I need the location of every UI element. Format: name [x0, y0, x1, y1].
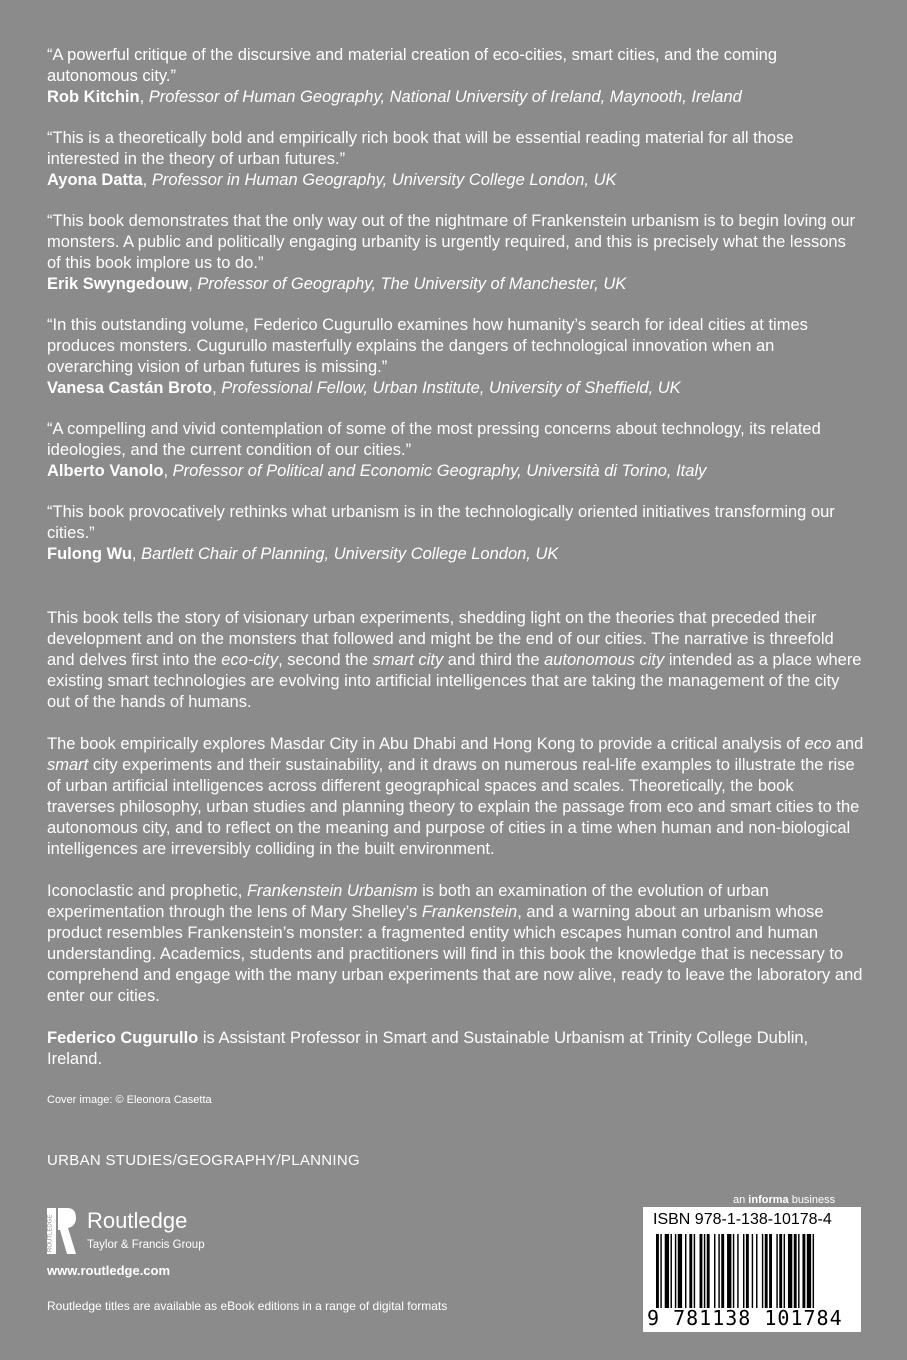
barcode-bar: [788, 1234, 792, 1308]
endorsement: “This book demonstrates that the only way out of the nightmare of Frankenstein urbanism is to begin loving our monsters. A public and politically engaging urbanity is urgently required, and this is precisely what the lessons of this book implore us to do.” Erik Swyngedouw, Professor of Geography, The University of Manchester, UK: [47, 211, 862, 295]
description-paragraph: This book tells the story of visionary urban experiments, shedding light on the theories that preceded their development and on the monsters that followed and might be the end of our cities. The narrative is threefold and delves first into the eco-city, second the smart city and third the autonomous city intended as a place where existing smart technologies are evolving into artificial intelligences that are taking the management of the city out of the hands of humans.: [47, 609, 862, 711]
svg-text:ROUTLEDGE: ROUTLEDGE: [47, 1214, 54, 1252]
barcode-bar: [718, 1234, 719, 1308]
barcode-bar: [813, 1234, 814, 1308]
informa-tagline: an informa business: [733, 1194, 836, 1206]
endorsement: “In this outstanding volume, Federico Cugurullo examines how humanity’s search for ideal cities at times produces monsters. Cugurullo masterfully explains the dangers of technological innovation when an overarching vision of urban futures is missing.” Vanesa Castán Broto, Professional Fellow, Urban Institute, University of Sheffield, UK: [47, 315, 862, 399]
endorser-role: Professor of Geography, The University of Manchester, UK: [197, 275, 627, 293]
cover-credit: Cover image: © Eleonora Casetta: [47, 1094, 212, 1106]
barcode-bar: [704, 1234, 705, 1308]
endorser-name: Erik Swyngedouw: [47, 275, 189, 293]
author-bio: Federico Cugurullo is Assistant Professor in Smart and Sustainable Urbanism at Trinity College Dublin, Ireland.: [47, 1029, 809, 1068]
endorser-name: Ayona Datta: [47, 171, 143, 189]
barcode-bar: [675, 1234, 676, 1308]
endorsement: “This book provocatively rethinks what urbanism is in the technologically oriented initiatives transforming our cities.” Fulong Wu, Bartlett Chair of Planning, University College London, UK: [47, 502, 862, 565]
endorser-name: Fulong Wu: [47, 545, 132, 563]
barcode-bar: [694, 1234, 695, 1308]
subject-category: URBAN STUDIES/GEOGRAPHY/PLANNING: [47, 1152, 360, 1169]
endorsement-quote: “This is a theoretically bold and empirically rich book that will be essential reading material for all those interested in the theory of urban futures.”: [47, 129, 794, 168]
endorser-name: Vanesa Castán Broto: [47, 379, 213, 397]
barcode-bar: [727, 1234, 731, 1308]
publisher-name: Routledge: [87, 1208, 188, 1233]
barcode-bar: [689, 1234, 692, 1308]
routledge-r-icon: [47, 1206, 77, 1256]
barcode-bar: [762, 1234, 763, 1308]
barcode-bar: [776, 1234, 777, 1308]
barcode-bar: [746, 1234, 749, 1308]
barcode-bar: [756, 1234, 757, 1308]
author-name: Federico Cugurullo: [47, 1029, 199, 1047]
publisher-website[interactable]: www.routledge.com: [47, 1263, 171, 1278]
endorser-role: Professor of Human Geography, National University of Ireland, Maynooth, Ireland: [148, 88, 742, 106]
endorser-name: Rob Kitchin: [47, 88, 140, 106]
barcode-bar: [671, 1234, 672, 1308]
book-description: [47, 608, 865, 1091]
endorsement-quote: “In this outstanding volume, Federico Cugurullo examines how humanity’s search for ideal cities at times produces monsters. Cugurullo masterfully explains the dangers of technological innovation when an overarching vision of urban futures is missing.”: [47, 316, 808, 376]
endorsement: “A powerful critique of the discursive and material creation of eco-cities, smart cities, and the coming autonomous city.” Rob Kitchin, Professor of Human Geography, National University of Ireland, Maynooth, Ireland: [47, 45, 862, 108]
barcode-bar: [714, 1234, 715, 1308]
barcode-bar: [733, 1234, 734, 1308]
isbn-digits: 9 781138 101784: [647, 1306, 843, 1330]
barcode-bar: [685, 1234, 686, 1308]
endorser-role: Professional Fellow, Urban Institute, University of Sheffield, UK: [221, 379, 681, 397]
barcode-bar: [678, 1234, 682, 1308]
isbn-label: ISBN 978-1-138-10178-4: [653, 1211, 832, 1228]
barcode-bar: [807, 1234, 811, 1308]
barcode-bar: [765, 1234, 768, 1308]
barcode-bar: [743, 1234, 744, 1308]
endorsement: “A compelling and vivid contemplation of some of the most pressing concerns about technology, its related ideologies, and the current condition of our cities.” Alberto Vanolo, Professor of Political and Economic Geography, Università di Torino, Italy: [47, 419, 862, 482]
barcode-bar: [700, 1234, 703, 1308]
endorsement-quote: “This book demonstrates that the only way out of the nightmare of Frankenstein urbanism is to begin loving our monsters. A public and politically engaging urbanity is urgently required, and this is precisely what the lessons of this book implore us to do.”: [47, 212, 856, 272]
publisher-group: Taylor & Francis Group: [87, 1239, 205, 1251]
endorser-role: Professor of Political and Economic Geography, Università di Torino, Italy: [172, 462, 707, 480]
endorser-name: Alberto Vanolo: [47, 462, 164, 480]
barcode-bar: [769, 1234, 772, 1308]
endorsement: “This is a theoretically bold and empirically rich book that will be essential reading material for all those interested in the theory of urban futures.” Ayona Datta, Professor in Human Geography, University College London, UK: [47, 128, 862, 191]
ebook-note: Routledge titles are available as eBook editions in a range of digital formats: [47, 1299, 448, 1313]
barcode-bar: [737, 1234, 738, 1308]
endorser-role: Bartlett Chair of Planning, University College London, UK: [141, 545, 559, 563]
barcode-bar: [752, 1234, 753, 1308]
barcode-bar: [721, 1234, 724, 1308]
barcode-bars: [656, 1234, 848, 1308]
endorsement-quote: “A powerful critique of the discursive and material creation of eco-cities, smart cities, and the coming autonomous city.”: [47, 46, 777, 85]
barcode-bar: [660, 1234, 661, 1308]
barcode-bar: [656, 1234, 659, 1308]
isbn-barcode: [643, 1207, 861, 1332]
description-paragraph: The book empirically explores Masdar City in Abu Dhabi and Hong Kong to provide a critical analysis of eco and smart city experiments and their sustainability, and it draws on numerous real-life examples to illustrate the rise of urban artificial intelligences across different geographical spaces and scales. Theoretically, the book traverses philosophy, urban studies and planning theory to explain the passage from eco and smart cities to the autonomous city, and to reflect on the meaning and purpose of cities in a time when human and non-biological intelligences are irreversibly colliding in the built environment.: [47, 735, 864, 858]
routledge-logo: [47, 1206, 237, 1256]
endorser-role: Professor in Human Geography, University College London, UK: [151, 171, 617, 189]
description-paragraph: Iconoclastic and prophetic, Frankenstein Urbanism is both an examination of the evolution of urban experimentation through the lens of Mary Shelley’s Frankenstein, and a warning about an urbanism whose product resembles Frankenstein’s monster: a fragmented entity which escapes human control and human understanding. Academics, students and practitioners will find in this book the knowledge that is necessary to comprehend and engage with the many urban experiments that are now alive, ready to leave the laboratory and enter our cities.: [47, 882, 863, 1005]
barcode-bar: [798, 1234, 799, 1308]
barcode-bar: [779, 1234, 782, 1308]
barcode-bar: [794, 1234, 797, 1308]
barcode-bar: [802, 1234, 805, 1308]
endorsement-quote: “This book provocatively rethinks what urbanism is in the technologically oriented initiatives transforming our cities.”: [47, 503, 835, 542]
endorsement-quote: “A compelling and vivid contemplation of some of the most pressing concerns about technology, its related ideologies, and the current condition of our cities.”: [47, 420, 821, 459]
barcode-bar: [707, 1234, 710, 1308]
barcode-bar: [665, 1234, 669, 1308]
endorsements: [47, 45, 862, 585]
barcode-bar: [784, 1234, 785, 1308]
